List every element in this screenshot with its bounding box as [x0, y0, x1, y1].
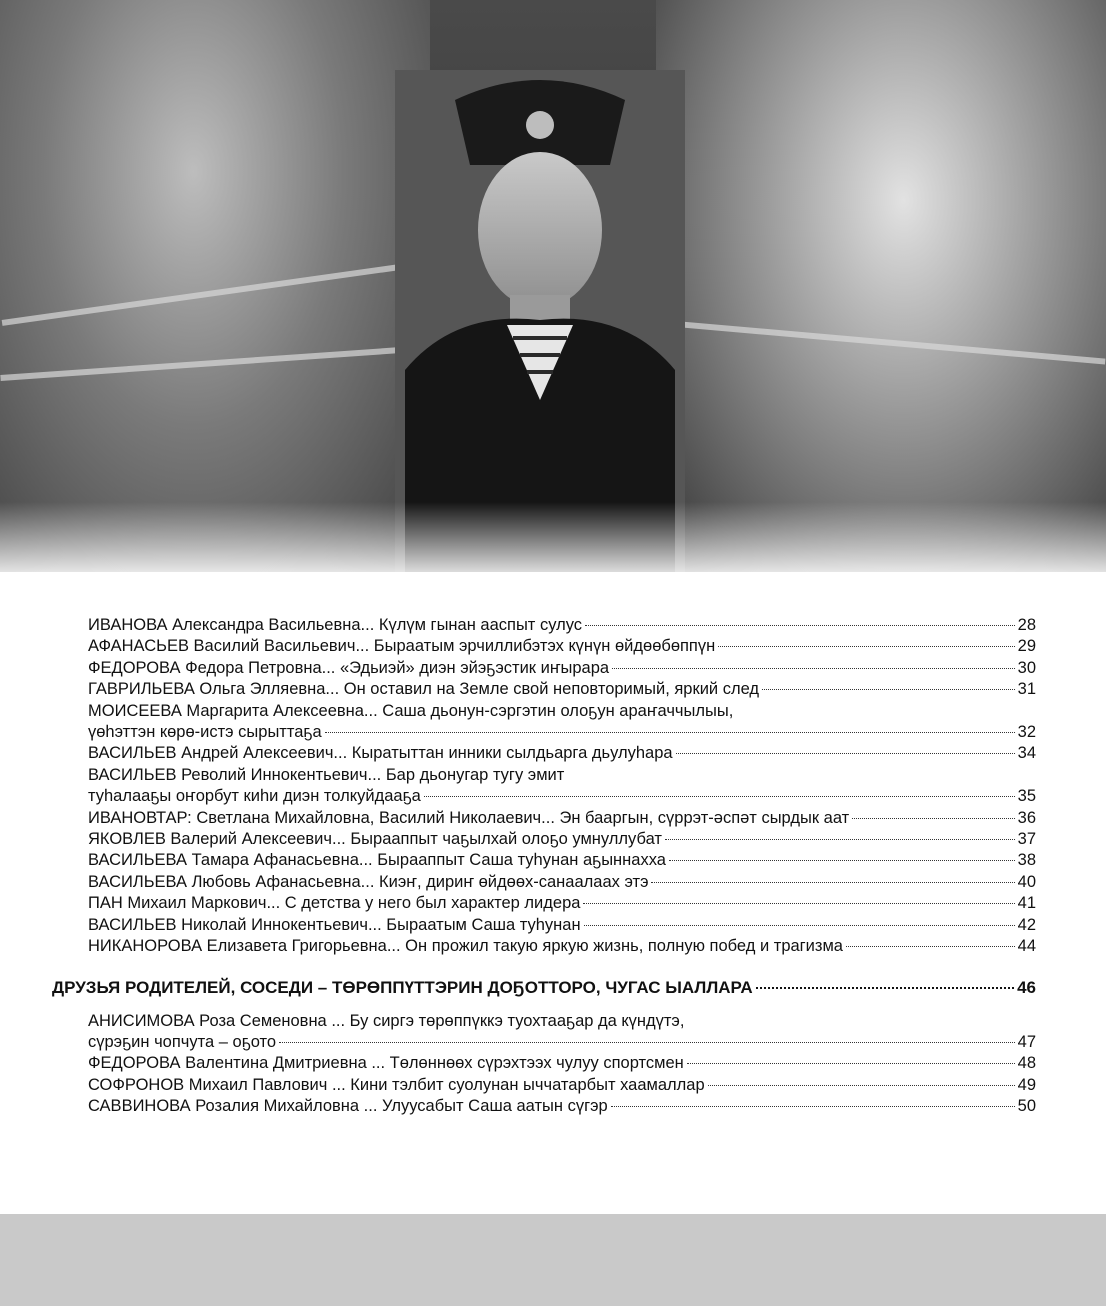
- toc-entry-title: САВВИНОВА Розалия Михайловна ... Улуусабыт Саша аатын сүгэр: [88, 1097, 608, 1116]
- toc-page-number: 30: [1017, 658, 1036, 677]
- toc-entry: [88, 808, 1036, 829]
- toc-entry-title: ИВАНОВТАР: Светлана Михайловна, Василий Николаевич... Эн бааргын, сүррэт-әспәт сырдык аат: [88, 808, 850, 827]
- toc-page-number: 44: [1017, 937, 1036, 956]
- toc-entry: [88, 936, 1036, 957]
- toc-entry-title-line2: сүрэҕин чопчута – оҕото: [88, 1032, 277, 1051]
- toc-page-number: 38: [1017, 851, 1036, 870]
- toc-entry: [88, 1075, 1036, 1096]
- toc-entry: [88, 636, 1036, 657]
- section-page-number: 46: [1017, 977, 1036, 997]
- toc-page-number: 42: [1017, 915, 1036, 934]
- table-of-contents: [0, 615, 1106, 1118]
- bottom-gray-band: [0, 1214, 1106, 1306]
- toc-entry-title: ГАВРИЛЬЕВА Ольга Элляевна... Он оставил на Земле свой неповторимый, яркий след: [88, 680, 760, 699]
- toc-entry-title: НИКАНОРОВА Елизавета Григорьевна... Он прожил такую яркую жизнь, полную побед и трагизма: [88, 937, 843, 956]
- toc-entry: [88, 743, 1036, 764]
- toc-entry-title: ФЕДОРОВА Валентина Дмитриевна ... Төлөннөөх сүрэхтээх чулуу спортсмен: [88, 1054, 684, 1073]
- toc-page-number: 41: [1017, 894, 1036, 913]
- toc-entry: [88, 915, 1036, 936]
- photo-collage: [0, 0, 1106, 572]
- toc-entry-title-line1: ВАСИЛЬЕВ Револий Иннокентьевич... Бар дьонугар тугу эмит: [88, 765, 565, 784]
- toc-entry: [88, 1096, 1036, 1117]
- boxing-match-photo-right: [656, 0, 1106, 572]
- toc-entry-title-line2: үөһэттэн көрө-истэ сырыттаҕа: [88, 723, 322, 742]
- toc-entry: [88, 701, 1036, 744]
- toc-entry: [88, 679, 1036, 700]
- toc-entry: [88, 765, 1036, 808]
- toc-page-number: 49: [1017, 1075, 1036, 1094]
- toc-page-number: 35: [1017, 787, 1036, 806]
- toc-entry: [88, 850, 1036, 871]
- toc-entry: [88, 1011, 1036, 1054]
- toc-entry-title: ПАН Михаил Маркович... С детства у него был характер лидера: [88, 894, 581, 913]
- toc-page-number: 36: [1017, 808, 1036, 827]
- toc-entry-title-line1: МОИСЕЕВА Маргарита Алексеевна... Саша дьонун-сэргэтин олоҕун араҥаччылыы,: [88, 701, 734, 720]
- toc-page-number: 50: [1017, 1097, 1036, 1116]
- toc-entry-title: АФАНАСЬЕВ Василий Васильевич... Быраатым эрчиллибэтэх күнүн өйдөөбөппүн: [88, 637, 716, 656]
- toc-entry-title: ИВАНОВА Александра Васильевна... Күлүм гынан ааспыт сулус: [88, 616, 583, 634]
- toc-entry-title-line2: туһалааҕы оҥорбут киһи диэн толкуйдааҕа: [88, 787, 421, 806]
- toc-entry-title: ВАСИЛЬЕВА Любовь Афанасьевна... Киэҥ, дириҥ өйдөөх-санаалаах этэ: [88, 872, 649, 891]
- toc-entry-title-line1: АНИСИМОВА Роза Семеновна ... Бу сиргэ төрөппүккэ туохтааҕар да күндүтэ,: [88, 1011, 685, 1030]
- toc-entry-title: СОФРОНОВ Михаил Павлович ... Кини тэлбит суолунан ыччатарбыт хаамаллар: [88, 1075, 705, 1094]
- toc-page-number: 28: [1017, 616, 1036, 634]
- section-title: ДРУЗЬЯ РОДИТЕЛЕЙ, СОСЕДИ – ТӨРӨППҮТТЭРИН ДОҔОТТОРО, ЧУГАС ЫАЛЛАРА: [52, 977, 753, 997]
- toc-entry-title: ВАСИЛЬЕВ Николай Иннокентьевич... Быраатым Саша туһунан: [88, 915, 581, 934]
- toc-page-number: 31: [1017, 680, 1036, 699]
- toc-entry: [88, 829, 1036, 850]
- toc-entry: [88, 893, 1036, 914]
- photo-fade: [0, 502, 1106, 572]
- toc-page-number: 29: [1017, 637, 1036, 656]
- toc-entry: [88, 872, 1036, 893]
- toc-page-number: 40: [1017, 872, 1036, 891]
- toc-entry-title: ВАСИЛЬЕВ Андрей Алексеевич... Кыратыттан инники сылдьарга дьулуһара: [88, 744, 673, 763]
- toc-entry: [88, 658, 1036, 679]
- toc-page-number: 47: [1017, 1032, 1036, 1051]
- toc-page-number: 32: [1017, 723, 1036, 742]
- toc-entry: [88, 615, 1036, 636]
- toc-entry-title: ФЕДОРОВА Федора Петровна... «Эдьиэй» диэн эйэҕэстик иҥырара: [88, 658, 610, 677]
- toc-page-number: 37: [1017, 830, 1036, 849]
- toc-section-heading: [52, 977, 1036, 999]
- toc-entry-title: ЯКОВЛЕВ Валерий Алексеевич... Бырааппыт чаҕылхай олоҕо умнуллубат: [88, 830, 662, 849]
- boxing-ring-photo-left: [0, 0, 430, 572]
- toc-entry-title: ВАСИЛЬЕВА Тамара Афанасьевна... Бырааппыт Саша туһунан аҕыннахха: [88, 851, 666, 870]
- toc-page-number: 48: [1017, 1054, 1036, 1073]
- toc-entry: [88, 1053, 1036, 1074]
- toc-page-number: 34: [1017, 744, 1036, 763]
- sailor-portrait: [395, 70, 685, 572]
